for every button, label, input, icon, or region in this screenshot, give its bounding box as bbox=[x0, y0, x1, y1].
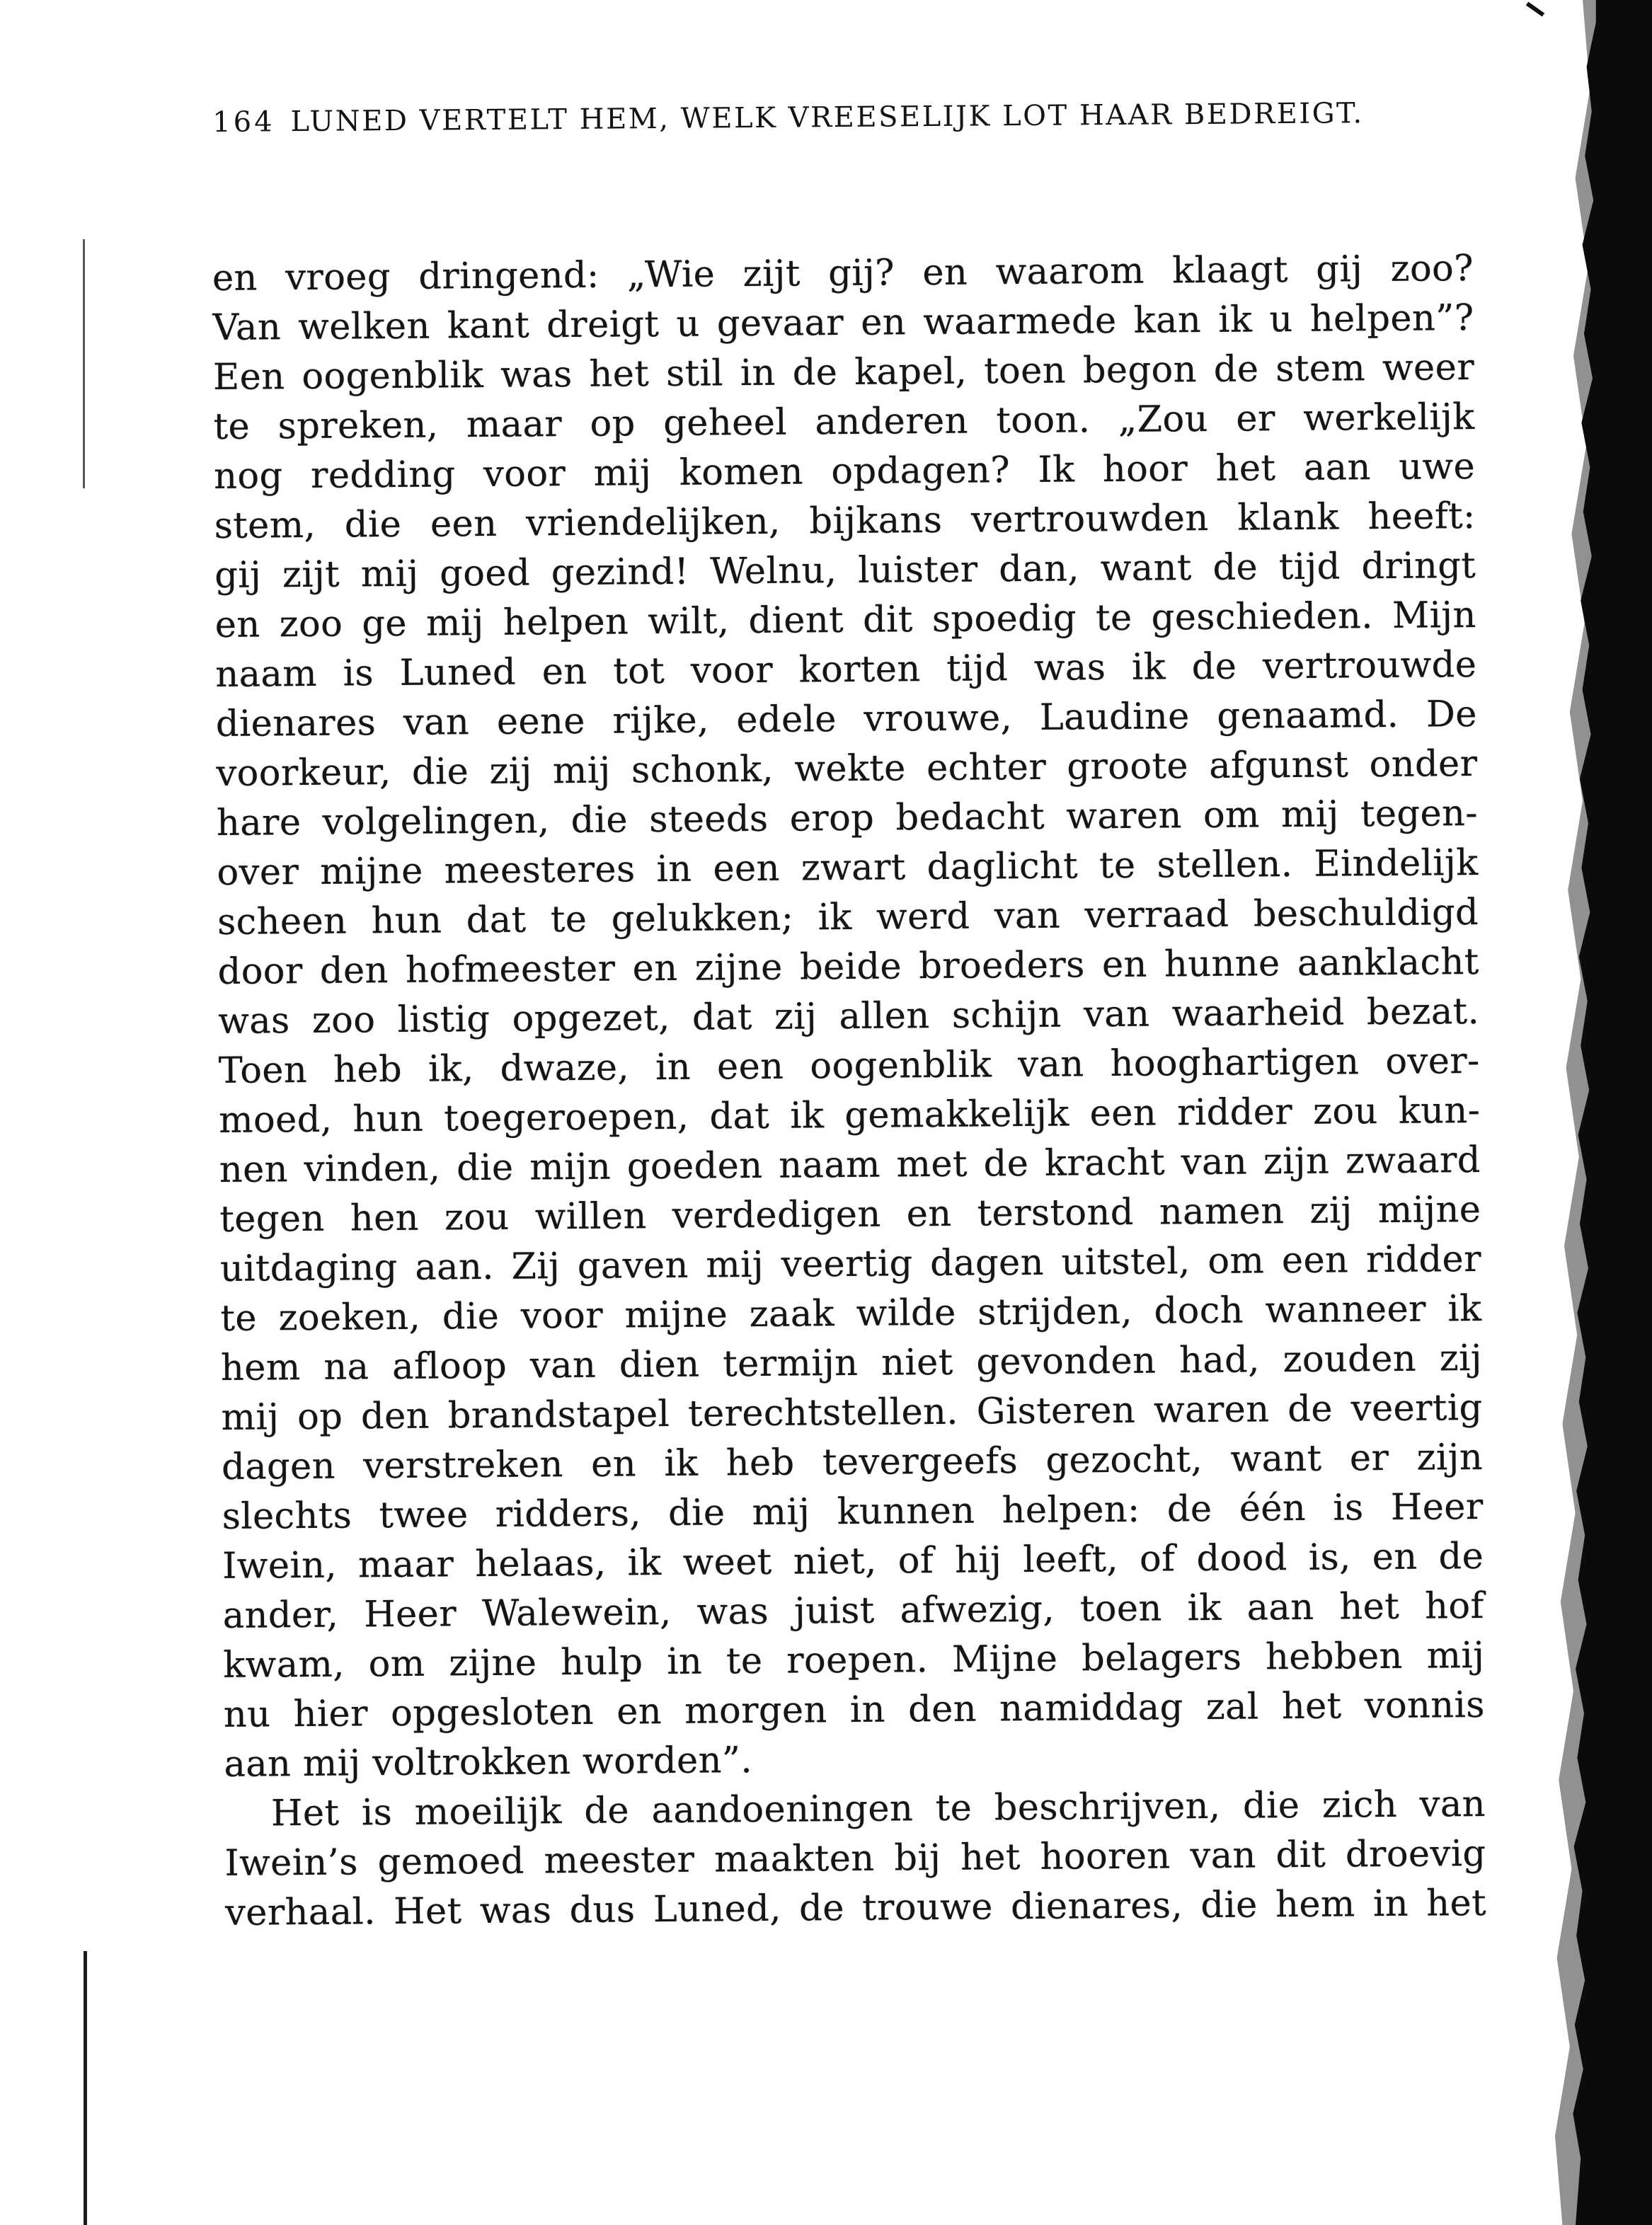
text-line: moed, hun toegeroepen, dat ik gemakkelijk een ridder zou kun- bbox=[219, 1089, 1481, 1142]
page-content bbox=[211, 96, 1487, 1934]
text-line: stem, die een vriendelijken, bijkans vertrouwden klank heeft: bbox=[214, 495, 1476, 547]
text-line: Iwein’s gemoed meester maakten bij het hooren van dit droevig bbox=[224, 1832, 1486, 1885]
text-line: was zoo listig opgezet, dat zij allen schijn van waarheid bezat. bbox=[217, 990, 1480, 1042]
text-line: over mijne meesteres in een zwart daglicht te stellen. Eindelijk bbox=[217, 841, 1479, 894]
text-line: ander, Heer Walewein, was juist afwezig, toen ik aan het hof bbox=[222, 1585, 1484, 1637]
text-line: tegen hen zou willen verdedigen en terstond namen zij mijne bbox=[219, 1188, 1481, 1241]
text-line: Het is moeilijk de aandoeningen te beschrijven, die zich van bbox=[270, 1783, 1486, 1835]
text-line: Iwein, maar helaas, ik weet niet, of hij leeft, of dood is, en de bbox=[222, 1535, 1484, 1587]
running-title: LUNED VERTELT HEM, WELK VREESELIJK LOT HAAR BEDREIGT. bbox=[290, 97, 1364, 139]
text-line: slechts twee ridders, die mij kunnen helpen: de één is Heer bbox=[222, 1485, 1484, 1538]
scan-artifact-left-bottom bbox=[84, 1951, 87, 2225]
text-line: en vroeg dringend: „Wie zijt gij? en waarom klaagt gij zoo? bbox=[212, 247, 1474, 299]
text-line: scheen hun dat te gelukken; ik werd van verraad beschuldigd bbox=[217, 891, 1479, 943]
text-line: door den hofmeester en zijne beide broeders en hunne aanklacht bbox=[217, 941, 1479, 993]
text-line: voorkeur, die zij mij schonk, wekte echter groote afgunst onder bbox=[216, 742, 1478, 795]
scan-artifact-left-top bbox=[83, 239, 85, 488]
text-line: Een oogenblik was het stil in de kapel, toen begon de stem weer bbox=[212, 346, 1475, 398]
text-line: dienares van eene rijke, edele vrouwe, Laudine genaamd. De bbox=[215, 693, 1478, 745]
page-number: 164 bbox=[212, 105, 275, 139]
text-line: te spreken, maar op geheel anderen toon. „Zou er werkelijk bbox=[213, 396, 1475, 448]
text-line: Van welken kant dreigt u gevaar en waarmede kan ik u helpen”? bbox=[212, 297, 1474, 349]
text-line: naam is Luned en tot voor korten tijd was ik de vertrouwde bbox=[215, 643, 1477, 696]
text-line: hare volgelingen, die steeds erop bedacht waren om mij tegen- bbox=[216, 792, 1479, 844]
scan-artifact-top-right bbox=[1526, 2, 1544, 17]
text-line: en zoo ge mij helpen wilt, dient dit spoedig te geschieden. Mijn bbox=[214, 594, 1476, 646]
text-lines bbox=[212, 244, 1487, 1938]
text-line: Toen heb ik, dwaze, in een oogenblik van hooghartigen over- bbox=[218, 1040, 1480, 1092]
text-line: nu hier opgesloten en morgen in den namiddag zal het vonnis bbox=[223, 1684, 1486, 1736]
text-line: verhaal. Het was dus Luned, de trouwe dienares, die hem in het bbox=[224, 1882, 1487, 1934]
text-line: uitdaging aan. Zij gaven mij veertig dagen uitstel, om een ridder bbox=[219, 1238, 1482, 1290]
running-header bbox=[212, 96, 1364, 139]
text-line: kwam, om zijne hulp in te roepen. Mijne belagers hebben mij bbox=[223, 1634, 1485, 1686]
text-line: dagen verstreken en ik heb tevergeefs gezocht, want er zijn bbox=[221, 1436, 1484, 1488]
text-line: gij zijt mij goed gezind! Welnu, luister dan, want de tijd dringt bbox=[214, 544, 1476, 597]
text-line: nen vinden, die mijn goeden naam met de kracht van zijn zwaard bbox=[219, 1139, 1481, 1191]
text-line: aan mij voltrokken worden”. bbox=[224, 1740, 753, 1786]
text-line: hem na afloop van dien termijn niet gevonden had, zouden zij bbox=[220, 1337, 1483, 1389]
text-line: te zoeken, die voor mijne zaak wilde strijden, doch wanneer ik bbox=[220, 1287, 1482, 1340]
text-line: nog redding voor mij komen opdagen? Ik hoor het aan uwe bbox=[213, 445, 1476, 498]
text-line: mij op den brandstapel terechtstellen. Gisteren waren de veertig bbox=[221, 1386, 1483, 1439]
